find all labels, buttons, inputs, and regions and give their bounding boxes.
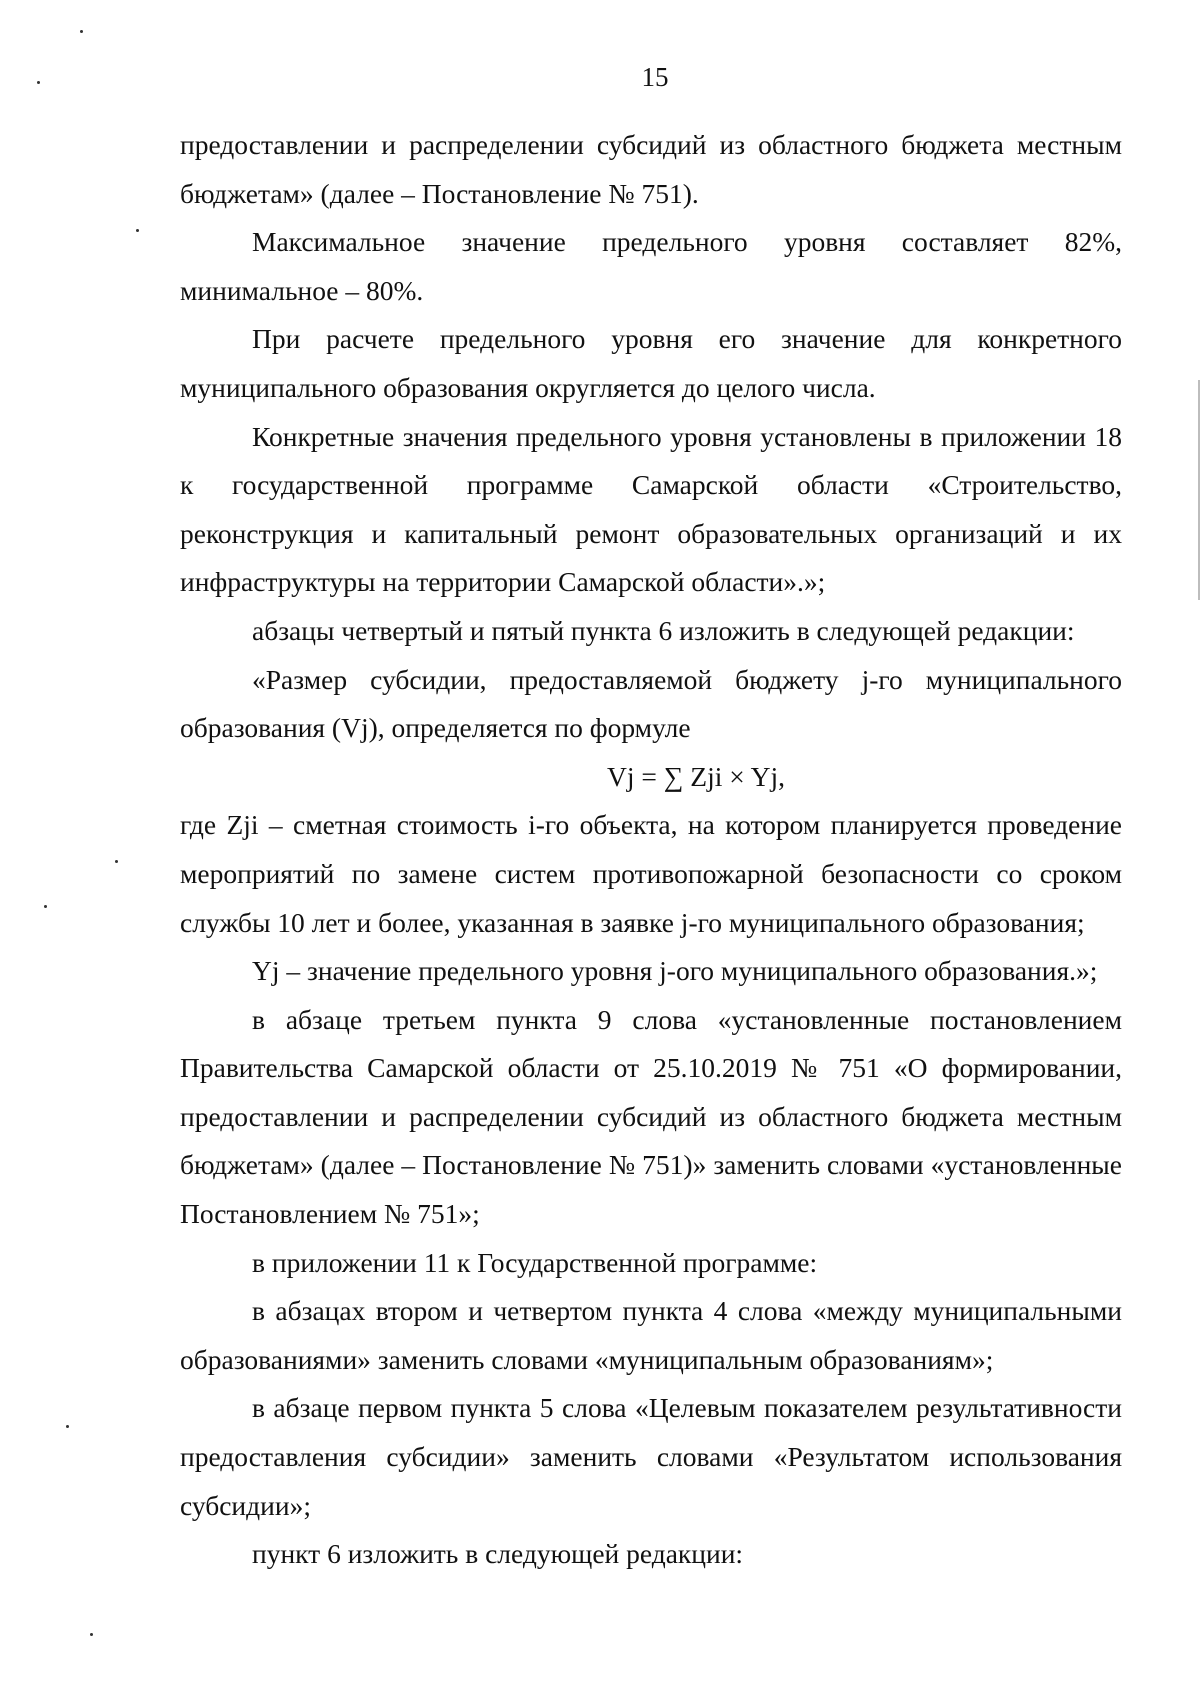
formula: Vj = ∑ Zji × Yj,	[607, 760, 785, 792]
scan-speck	[90, 1633, 93, 1636]
paragraph-12: в абзаце первом пункта 5 слова «Целевым показателем результативности предоставления субсидии» заменить словами «Результатом использования субсидии»;	[180, 1392, 1122, 1521]
scan-speck	[44, 905, 47, 908]
paragraph-9: в абзаце третьем пункта 9 слова «установленные постановлением Правительства Самарской области от 25.10.2019 № 751 «О формировании, предоставлении и распределении субсидий из областного бюджета местным бюджетам» (далее – Постановление № 751)» заменить словами «установленные Постановлением № 751»;	[180, 1003, 1122, 1230]
scan-speck	[66, 1425, 69, 1428]
paragraph-8: Yj – значение предельного уровня j-ого муниципального образования.»;	[252, 955, 1098, 987]
paragraph-4: Конкретные значения предельного уровня установлены в приложении 18 к государственной программе Самарской области «Строительство, реконструкция и капитальный ремонт образовательных организаций и их инфраструктуры на территории Самарской области».»;	[180, 420, 1122, 598]
scan-speck	[115, 860, 118, 863]
document-body	[180, 121, 1122, 1579]
paragraph-3: При расчете предельного уровня его значение для конкретного муниципального образования округляется до целого числа.	[180, 323, 1122, 403]
scan-speck	[80, 30, 83, 33]
paragraph-11: в абзацах втором и четвертом пункта 4 слова «между муниципальными образованиями» заменить словами «муниципальным образованиям»;	[180, 1295, 1122, 1375]
paragraph-2: Максимальное значение предельного уровня составляет 82%, минимальное – 80%.	[180, 226, 1122, 306]
paragraph-10: в приложении 11 к Государственной программе:	[252, 1246, 818, 1278]
paragraph-7: где Zji – сметная стоимость i-го объекта, на котором планируется проведение мероприятий по замене систем противопожарной безопасности со сроком службы 10 лет и более, указанная в заявке j-го муниципального образования;	[180, 809, 1122, 938]
paragraph-1: предоставлении и распределении субсидий из областного бюджета местным бюджетам» (далее – Постановление № 751).	[180, 129, 1122, 209]
paragraph-6: «Размер субсидии, предоставляемой бюджету j-го муниципального образования (Vj), определяется по формуле	[180, 663, 1122, 744]
page-number: 15	[641, 62, 669, 92]
paragraph-5: абзацы четвертый и пятый пункта 6 изложить в следующей редакции:	[252, 614, 1075, 646]
scan-speck	[37, 81, 40, 84]
paragraph-13: пункт 6 изложить в следующей редакции:	[252, 1538, 744, 1570]
scan-speck	[136, 229, 139, 232]
